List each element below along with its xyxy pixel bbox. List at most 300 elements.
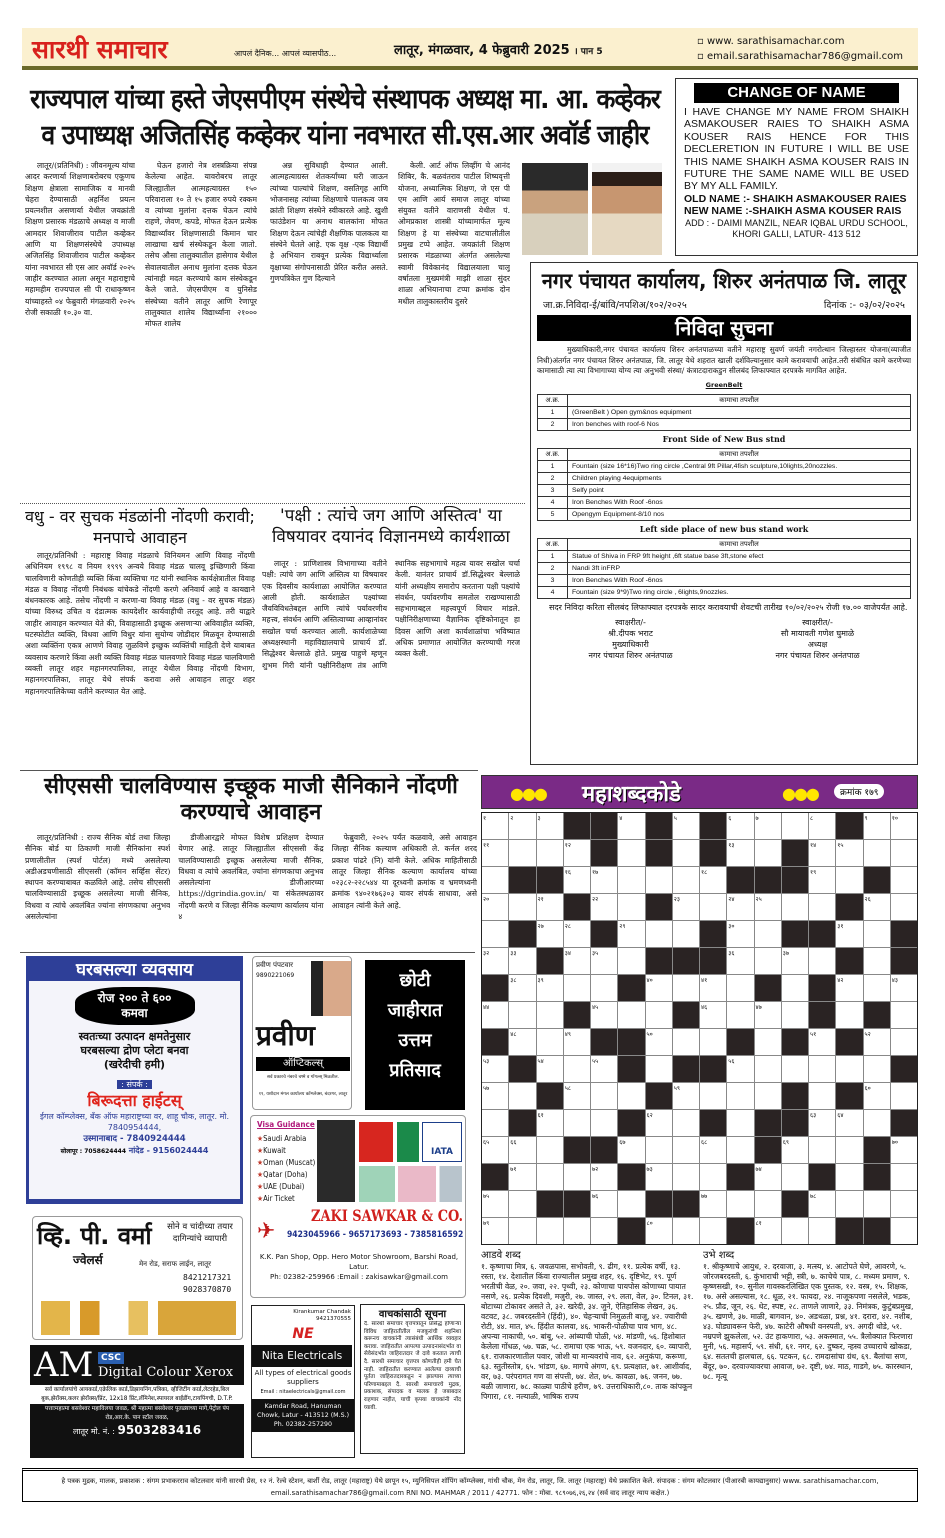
crossword-cell[interactable]: २९ [618, 921, 644, 947]
crossword-cell[interactable] [782, 1002, 808, 1028]
visa-country [257, 1181, 310, 1193]
crossword-cell[interactable] [782, 1164, 808, 1190]
crossword-cell[interactable]: ३९ [537, 975, 563, 1001]
table-header [538, 538, 911, 550]
crossword-cell[interactable] [564, 1056, 590, 1082]
notice-text: I HAVE CHANGE MY NAME FROM SHAIKH ASMAKOUSER RAIES TO SHAIKH ASMA KOUSER RAIS HENCE FOR THIS DECLERETION IN FUTURE I WILL BE USE THIS NAME SHAIKH ASMA KOUSER RAIS IN FUTURE THE SAME NAME WILL BE USED BY MY ALL FAMILY. [684, 106, 909, 193]
crossword-cell[interactable]: १३ [727, 840, 753, 866]
crossword-cell[interactable] [864, 1191, 890, 1217]
crossword-cell[interactable] [864, 1056, 890, 1082]
crossword-block [836, 1029, 862, 1055]
crossword-cell[interactable]: ६९ [782, 1137, 808, 1163]
crossword-block [618, 1056, 644, 1082]
crossword-cell[interactable]: ६३ [809, 1110, 835, 1136]
crossword-cell[interactable] [836, 1191, 862, 1217]
crossword-cell[interactable] [891, 1164, 917, 1190]
sig-name: श्री.दीपक भराट [608, 628, 653, 638]
globe-icon: ▫ [697, 36, 707, 47]
crossword-cell[interactable] [891, 840, 917, 866]
crossword-cell[interactable]: ४५ [591, 1002, 617, 1028]
crossword-cell[interactable]: ७७ [700, 1191, 726, 1217]
star-icon: ★ [257, 1146, 264, 1155]
crossword-cell[interactable] [809, 1137, 835, 1163]
crossword-cell[interactable] [727, 1002, 753, 1028]
table-row [538, 574, 911, 586]
divider [20, 503, 525, 504]
crossword-cell[interactable] [537, 1137, 563, 1163]
crossword-cell[interactable]: २३ [673, 894, 699, 920]
crossword-cell[interactable] [509, 840, 535, 866]
crossword-cell[interactable] [673, 1164, 699, 1190]
ad-praveen-opticals [252, 956, 352, 1110]
crossword-cell[interactable] [836, 1002, 862, 1028]
crossword-cell[interactable]: ७५ [482, 1191, 508, 1217]
ad-line: उत्तम [398, 1030, 432, 1051]
crossword-cell[interactable]: ६२ [646, 1110, 672, 1136]
new-name: NEW NAME :-SHAIKH ASMA KOUSER RAIS [684, 205, 902, 218]
crossword-cell[interactable] [809, 948, 835, 974]
crossword-cell[interactable]: ४० [646, 975, 672, 1001]
crossword-cell[interactable]: १ [482, 813, 508, 839]
crossword-cell[interactable]: २१ [537, 894, 563, 920]
ad-tagline: सोने व चांदीच्या तयार दागिन्यांचे व्यापारी [167, 1222, 233, 1244]
crossword-block [700, 948, 726, 974]
crossword-cell[interactable]: ५३ [482, 1056, 508, 1082]
crossword-cell[interactable] [864, 975, 890, 1001]
crossword-cell[interactable]: ८ [809, 813, 835, 839]
crossword-cell[interactable] [509, 1191, 535, 1217]
crossword-cell[interactable] [809, 1083, 835, 1109]
crossword-cell[interactable]: ४३ [891, 975, 917, 1001]
hajj-umrah-icon [359, 1122, 393, 1162]
crossword-cell[interactable]: ५७ [482, 1083, 508, 1109]
work-cell: Children playing 4equipments [568, 472, 911, 484]
crossword-cell[interactable] [836, 1137, 862, 1163]
crossword-cell[interactable] [755, 1029, 781, 1055]
ad-address: ईगल कॉम्प्लेक्स, बँक ऑफ महाराष्ट्रच्या वर, शाहू चौक, लातूर. मो. 7840954444, [40, 1112, 229, 1132]
sig-line: स्वाक्षरीत/- [615, 617, 646, 627]
crossword-cell[interactable] [509, 1083, 535, 1109]
crossword-cell[interactable] [864, 921, 890, 947]
work-cell: Nandi 3ft inFRP [568, 562, 911, 574]
crossword-block [673, 948, 699, 974]
notice-body: दै. सारथी समाचार वृत्तपत्रातून प्रसिद्ध होणाऱ्या विविध जाहिरातीतील मजकुरांची शहनिशा करूनच वाचकांनी त्यासंबंधी आर्थिक व्यवहार करावा. जाहिरातीत आपल्या उत्पादनासंदर्भात वा सेवेसंदर्भात जाहिरातदार जे दावे करतात त्याची दै. सारथी समाचार वृत्तपत्र कोणतीही हमी घेत नाही. जाहिरातीत करण्यात आलेल्या दाव्याची पूर्तता जाहिरातदारकडून न झाल्यास त्याच्या परिणामाबद्दल दै. सारथी समाचारचे मुद्रक, प्रकाशक, संपादक व मालक हे जबाबदार राहणार नाहीत, याची कृपया वाचकांनी नोंद घ्यावी. [364, 1321, 461, 1411]
sr-cell: 5 [538, 508, 568, 520]
crossword-cell[interactable]: ८० [646, 1218, 672, 1244]
header-sr: अ.क्र. [538, 538, 568, 550]
crossword-cell[interactable]: ७९ [482, 1218, 508, 1244]
sig-office: नगर पंचायत शिरुर अनंतपाळ [588, 650, 673, 660]
ad-visa-heading: Visa Guidance [257, 1120, 315, 1129]
story-headline: सीएससी चालविण्यास इच्छूक माजी सैनिकाने नोंदणी करण्याचे आवाहन [44, 774, 458, 825]
paragraph: अन्न सुविधाही देण्यात आली. आत्महत्याग्रस्त शेतकर्यांच्या घरी जाऊन त्यांच्या पाल्यांचे शिक्षण, वसतिगृह आणि भोजनासह त्यांच्या शिक्षणाचे पालकत्व जय क्रांती शिक्षण संस्थेने स्वीकारले आहे. खुशी फाउंडेशन या अनाथ बालकांना मोफत शिक्षण देऊन त्यांचेही शैक्षणिक पालकत्व या संस्थेने घेतले आहे. एक वृक्ष -एक विद्यार्थी हे अभियान राबवून प्रत्येक विद्यार्थ्याला वृक्षाच्या संगोपनासाठी प्रेरित करीत असते. गुणपत्रिकेत गुण दिल्याने [270, 161, 388, 283]
ad-phone: 9890221069 [256, 972, 295, 979]
crossword-block [755, 1137, 781, 1163]
ad-line: स्वतःच्या उत्पादन क्षमतेनुसार [78, 1030, 191, 1043]
crossword-cell[interactable]: ४ [618, 813, 644, 839]
crossword-block [836, 1083, 862, 1109]
sr-cell: 1 [538, 460, 568, 472]
crossword-cell[interactable]: ५२ [864, 1029, 890, 1055]
crossword-cell[interactable] [618, 840, 644, 866]
ad-email: Email : nitaelectricals@gmail.com [260, 1389, 346, 1395]
crossword-cell[interactable]: ५ [673, 813, 699, 839]
visa-country [257, 1133, 310, 1145]
crossword-cell[interactable]: ७ [755, 813, 781, 839]
model-photo [311, 961, 351, 1016]
crossword-cell[interactable] [673, 1218, 699, 1244]
email-link[interactable]: email.sarathisamachar786@gmail.com [706, 51, 904, 62]
iata-logo: IATA [422, 1122, 462, 1162]
crossword-cell[interactable]: ४२ [836, 975, 862, 1001]
crossword-cell[interactable]: २२ [591, 894, 617, 920]
crossword-cell[interactable]: ३३ [509, 948, 535, 974]
crossword-cell[interactable] [891, 1191, 917, 1217]
work-cell: (GreenBelt ) Open gym&nos equipment [568, 406, 911, 418]
crossword-cell[interactable]: २४ [727, 894, 753, 920]
crossword-cell[interactable] [727, 1137, 753, 1163]
change-of-name-notice [675, 78, 918, 256]
crossword-cell[interactable] [891, 1083, 917, 1109]
paragraph: डीजीआरद्वारे मोफत विशेष प्रशिक्षण देण्यात येणार आहे. लातूर जिल्ह्यातील सीएससी केंद्र चालविण्यासाठी इच्छूक असलेल्या माजी सैनिक, विधवा व त्यांचे अवलंबित, ज्यांना संगणकाचा अनुभव असलेल्यांना डीजीआरच्या https://dgrindia.gov.in/ या संकेतस्थळावर नोंदणी करणे व जिल्हा सैनिक कल्याण कार्यालय यांना ४ [178, 833, 324, 922]
sr-cell: 4 [538, 496, 568, 508]
crossword-block [755, 867, 781, 893]
crossword-cell[interactable] [646, 1056, 672, 1082]
crossword-cell[interactable] [618, 1191, 644, 1217]
crossword-block [891, 1110, 917, 1136]
crossword-cell[interactable]: ६ [727, 813, 753, 839]
ad-brand: ZAKI SAWKAR & CO. [311, 1206, 464, 1225]
crossword-block [646, 1083, 672, 1109]
crossword-cell[interactable] [864, 1110, 890, 1136]
ad-phone-label: लातूर मो. नं. : [72, 1427, 115, 1436]
crossword-cell[interactable] [618, 948, 644, 974]
crossword-cell[interactable] [618, 1002, 644, 1028]
crossword-cell[interactable]: ७६ [591, 1191, 617, 1217]
crossword-title: महाशब्दकोडे [582, 782, 681, 807]
crossword-cell[interactable]: ६८ [700, 1137, 726, 1163]
crossword-cell[interactable] [727, 1191, 753, 1217]
crossword-cell[interactable] [618, 894, 644, 920]
office-name: नगर पंचायत कार्यालय, शिरुर अनंतपाळ जि. लातूर [541, 269, 907, 293]
crossword-cell[interactable] [564, 1164, 590, 1190]
crossword-cell[interactable] [836, 1164, 862, 1190]
crossword-cell[interactable] [809, 1056, 835, 1082]
crossword-cell[interactable] [537, 1002, 563, 1028]
crossword-cell[interactable]: १२ [564, 840, 590, 866]
crossword-cell[interactable] [782, 1218, 808, 1244]
crossword-block [891, 1056, 917, 1082]
crossword-block [891, 948, 917, 974]
crossword-cell[interactable]: १७ [591, 867, 617, 893]
ad-home-business [26, 956, 243, 1204]
crossword-cell[interactable]: ५० [646, 1029, 672, 1055]
crossword-cell[interactable] [700, 1029, 726, 1055]
crossword-cell[interactable]: ४८ [509, 1029, 535, 1055]
star-icon: ★ [257, 1182, 264, 1191]
paragraph: फेब्रुवारी, २०२५ पर्यंत कळवावे, असे आवाहन जिल्हा सैनिक कल्याण अधिकारी ले. कर्नल शरद प्रकाश पांढरे (नि) यांनी केले. अधिक माहितीसाठी लातूर जिल्हा सैनिक कल्याण कार्यालय यांच्या ०२३८२-२२८५४४ या दूरध्वनी क्रमांक व भ्रमणध्वनी क्रमांक ९४०२१७६३०३ यावर संपर्क साधावा, असे आवाहन त्यांनी केले आहे. [331, 833, 477, 910]
ad-contact: Ph: 02382-259966 :Email : zakisawkar@gmail.com [270, 1273, 448, 1281]
table-row [538, 562, 911, 574]
crossword-block [509, 1056, 535, 1082]
crossword-cell[interactable] [755, 1083, 781, 1109]
crossword-cell[interactable] [482, 867, 508, 893]
work-cell: Opengym Equipment-8/10 nos [568, 508, 911, 520]
crossword-cell[interactable]: ३२ [482, 948, 508, 974]
ad-line: (खरेदीची हमी) [103, 1058, 166, 1071]
crossword-cell[interactable] [482, 921, 508, 947]
crossword-block [782, 1191, 808, 1217]
table-row [538, 484, 911, 496]
crossword-cell[interactable] [673, 840, 699, 866]
table-header [538, 448, 911, 460]
crossword-cell[interactable] [673, 867, 699, 893]
dots-icon: ●●● [782, 784, 818, 803]
crossword-cell[interactable]: २० [482, 894, 508, 920]
crossword-cell[interactable] [809, 1218, 835, 1244]
crossword-cell[interactable] [618, 867, 644, 893]
lead-headline: राज्यपाल यांच्या हस्ते जेएसपीएम संस्थेचे संस्थापक अध्यक्ष मा. आ. कव्हेकर व उपाध्यक्ष अजितसिंह कव्हेकर यांना नवभारत सी.एस.आर अवॉर्ड जाहीर [30, 84, 660, 151]
sig-role: अध्यक्ष [807, 639, 828, 649]
crossword-cell[interactable] [646, 1002, 672, 1028]
crossword-cell[interactable] [782, 1056, 808, 1082]
crossword-cell[interactable]: ४१ [700, 975, 726, 1001]
crossword-block [700, 1056, 726, 1082]
crossword-cell[interactable]: २६ [864, 894, 890, 920]
crossword-cell[interactable] [564, 975, 590, 1001]
crossword-cell[interactable] [673, 1029, 699, 1055]
crossword-block [618, 1164, 644, 1190]
country-name: UAE (Dubai) [263, 1182, 305, 1191]
crossword-cell[interactable] [836, 867, 862, 893]
ad-burst: रोज २०० ते ६०० कमवा [75, 987, 195, 1025]
header-work: कामाचा तपशील [568, 538, 911, 550]
crossword-cell[interactable] [618, 1083, 644, 1109]
crossword-cell[interactable] [700, 1164, 726, 1190]
works-table [537, 538, 911, 599]
crossword-cell[interactable]: ७२ [591, 1164, 617, 1190]
crossword-cell[interactable] [755, 1056, 781, 1082]
sig-name: सौ मायावती गणेश घुमाळे [780, 628, 855, 638]
ad-zaki-sawkar [250, 1115, 466, 1298]
website-link[interactable]: www. sarathisamachar.com [706, 36, 845, 47]
crossword-cell[interactable] [673, 1110, 699, 1136]
airplane-icon: ✈ [257, 1219, 276, 1244]
crossword-cell[interactable]: ७८ [809, 1191, 835, 1217]
crossword-cell[interactable] [537, 1029, 563, 1055]
crossword-cell[interactable] [727, 1110, 753, 1136]
crossword-cell[interactable] [591, 1218, 617, 1244]
crossword-cell[interactable] [537, 1218, 563, 1244]
crossword-cell[interactable]: ७० [891, 1137, 917, 1163]
star-icon: ★ [257, 1134, 264, 1143]
crossword-cell[interactable] [700, 1218, 726, 1244]
crossword-cell[interactable]: ३७ [782, 948, 808, 974]
crossword-cell[interactable]: ३८ [509, 975, 535, 1001]
crossword-cell[interactable]: ५५ [591, 1056, 617, 1082]
ad-phone: नांदेड - 9156024444 [128, 1146, 209, 1155]
crossword-cell[interactable] [537, 1164, 563, 1190]
crossword-cell[interactable] [591, 1083, 617, 1109]
crossword-block [836, 948, 862, 974]
ad-phone: 9503283416 [117, 1423, 202, 1437]
crossword-cell[interactable]: २७ [537, 921, 563, 947]
crossword-cell[interactable]: ९ [864, 813, 890, 839]
crossword-cell[interactable]: २ [509, 813, 535, 839]
crossword-cell[interactable]: १९ [809, 867, 835, 893]
dots-icon: ●●● [510, 784, 546, 803]
crossword-cell[interactable] [755, 921, 781, 947]
lead-column-4 [398, 160, 510, 500]
lead-column-1 [25, 160, 135, 500]
crossword-cell[interactable] [700, 894, 726, 920]
crossword-block [646, 894, 672, 920]
crossword-cell[interactable]: ११ [482, 840, 508, 866]
crossword-cell[interactable]: ३६ [727, 948, 753, 974]
crossword-cell[interactable]: १० [891, 813, 917, 839]
paragraph: लातूर : प्राणिशास्त्र विभागाच्या वतीने पक्षी: त्यांचे जग आणि अस्तित्व या विषयावर एक दिवसीय कार्यशाळा आयोजित करण्यात आली होती. कार्यशाळेत पक्ष्यांच्या जैवविविधतेबद्दल आणि त्यांचे पर्यावरणीय महत्त्व, संवर्धन आणि अस्तित्वाच्या आव्हानांवर सखोल चर्चा करण्यात आली. कार्यशाळेच्या अध्यक्षस्थानी महाविद्यालयाचे प्राचार्य डॉ. सिद्धेश्वर बेल्लाळे होते. प्रमुख पाहुणे म्हणून शुभम गिरी यांनी पक्षीनिरीक्षण तंत्र आणि स्थानिक सहभागाचे महत्व यावर सखोल चर्चा केली. यानंतर प्राचार्य डॉ.सिद्धेश्वर बेल्लाळे यांनी अध्यक्षीय समारोप करताना पक्षी पक्ष्यांचे संवर्धन, पर्यावरणीय समतोल राखण्यासाठी सहभागाबद्दल महत्त्वपूर्ण विचार मांडले. पक्षीनिरीक्षणाच्या वैज्ञानिक दृष्टिकोनातून हा दिवस आणि अशा कार्यशाळांचा भविष्यात अधिक प्रमाणात आयोजित करण्याची गरज व्यक्त केली. [262, 559, 520, 670]
crossword-block [564, 1002, 590, 1028]
crossword-cell[interactable] [509, 1002, 535, 1028]
crossword-cell[interactable] [755, 948, 781, 974]
ad-sub: ज्वेलर्स [73, 1253, 103, 1267]
crossword-cell[interactable]: २८ [564, 921, 590, 947]
crossword-cell[interactable] [727, 1083, 753, 1109]
crossword-cell[interactable]: ४९ [564, 1029, 590, 1055]
crossword-cell[interactable]: ६७ [618, 1137, 644, 1163]
ad-brand: AM [34, 1345, 94, 1385]
crossword-cell[interactable]: ४६ [700, 1002, 726, 1028]
crossword-cell[interactable]: १५ [836, 840, 862, 866]
crossword-cell[interactable] [646, 867, 672, 893]
crossword-block [891, 921, 917, 947]
crossword-cell[interactable]: ५९ [673, 1083, 699, 1109]
crossword-cell[interactable]: ७३ [646, 1164, 672, 1190]
ad-owner: Kirankumar Chandak [293, 1309, 351, 1315]
crossword-cell[interactable] [591, 975, 617, 1001]
crossword-cell[interactable] [646, 1137, 672, 1163]
visa-country [257, 1145, 310, 1157]
clues-heading: आडवे शब्द [481, 1250, 521, 1261]
crossword-cell[interactable]: ३१ [836, 921, 862, 947]
crossword-cell[interactable]: ४४ [482, 1002, 508, 1028]
crossword-cell[interactable]: ४७ [755, 1002, 781, 1028]
crossword-block [700, 813, 726, 839]
work-cell: Iron Benches With Roof -6nos [568, 496, 911, 508]
crossword-cell[interactable] [891, 867, 917, 893]
story-birds-workshop [262, 506, 520, 766]
crossword-cell[interactable]: ६४ [836, 1110, 862, 1136]
crossword-cell[interactable]: ६६ [509, 1137, 535, 1163]
ad-address: Kamdar Road, Hanuman Chowk, Latur - 413512 (M.S.) Ph. 02382-257290 [252, 1399, 354, 1432]
crossword-cell[interactable] [755, 1191, 781, 1217]
crossword-block [836, 894, 862, 920]
crossword-block [673, 1002, 699, 1028]
crossword-cell[interactable]: ५१ [809, 1029, 835, 1055]
crossword-cell[interactable]: ३ [537, 813, 563, 839]
crossword-cell[interactable]: ६५ [482, 1137, 508, 1163]
crossword-cell[interactable] [727, 975, 753, 1001]
crossword-cell[interactable]: १६ [564, 867, 590, 893]
crossword-cell[interactable] [782, 975, 808, 1001]
crossword-block [700, 1110, 726, 1136]
ad-line: छोटी [399, 970, 431, 991]
crossword-cell[interactable] [891, 1002, 917, 1028]
header-sr: अ.क्र. [538, 448, 568, 460]
crossword-cell[interactable] [809, 894, 835, 920]
crossword-cell[interactable] [564, 1110, 590, 1136]
crossword-cell[interactable] [782, 894, 808, 920]
sr-cell: 1 [538, 550, 568, 562]
crossword-cell[interactable]: ३४ [564, 948, 590, 974]
across-clues [481, 1250, 696, 1402]
crossword-cell[interactable]: ६१ [537, 1110, 563, 1136]
crossword-cell[interactable] [509, 1218, 535, 1244]
work-cell: Iron Benches With Roof -6nos [568, 574, 911, 586]
crossword-cell[interactable] [564, 1218, 590, 1244]
crossword-cell[interactable]: ७४ [755, 1164, 781, 1190]
crossword-cell[interactable]: ८१ [755, 1218, 781, 1244]
visa-country [257, 1157, 316, 1169]
crossword-cell[interactable] [700, 1083, 726, 1109]
date-text: लातूर, मंगळवार, 4 फेब्रुवारी 2025 [394, 43, 570, 58]
crossword-cell[interactable]: १८ [700, 867, 726, 893]
crossword-block [809, 1002, 835, 1028]
crossword-cell[interactable] [673, 921, 699, 947]
crossword-cell[interactable] [891, 1218, 917, 1244]
table-row [538, 496, 911, 508]
ad-nita-electricals [251, 1305, 355, 1458]
crossword-block [782, 867, 808, 893]
crossword-cell[interactable] [673, 1137, 699, 1163]
nita-logo: NE [292, 1326, 314, 1342]
crossword-cell[interactable] [782, 813, 808, 839]
crossword-cell[interactable] [673, 975, 699, 1001]
crossword-block [782, 921, 808, 947]
crossword-cell[interactable]: ५८ [564, 1083, 590, 1109]
crossword-cell[interactable]: ५४ [537, 1056, 563, 1082]
crossword-cell[interactable]: ३५ [591, 948, 617, 974]
sr-cell: 3 [538, 574, 568, 586]
crossword-cell[interactable] [537, 840, 563, 866]
crossword-cell[interactable]: ७१ [509, 1164, 535, 1190]
crossword-cell[interactable]: ३० [727, 921, 753, 947]
photo-founder [522, 163, 588, 255]
crossword-cell[interactable] [755, 840, 781, 866]
crossword-cell[interactable] [864, 948, 890, 974]
crossword-cell[interactable]: १४ [809, 840, 835, 866]
crossword-cell[interactable] [591, 1110, 617, 1136]
crossword-cell[interactable] [864, 840, 890, 866]
crossword-cell[interactable] [482, 1110, 508, 1136]
table-row [538, 508, 911, 520]
down-clues [703, 1250, 918, 1382]
crossword-cell[interactable] [646, 921, 672, 947]
crossword-cell[interactable]: २५ [755, 894, 781, 920]
crossword-cell[interactable] [891, 1029, 917, 1055]
table-row [538, 550, 911, 562]
crossword-cell[interactable] [836, 1056, 862, 1082]
crossword-cell[interactable]: ६० [864, 1083, 890, 1109]
crossword-cell[interactable]: ५६ [727, 1056, 753, 1082]
ad-sub: ऑप्टिकल्स् [256, 1057, 350, 1071]
crossword-cell[interactable] [509, 894, 535, 920]
ad-line: प्रतिसाद [389, 1060, 441, 1081]
crossword-block [755, 1110, 781, 1136]
crossword-block [564, 813, 590, 839]
story-csc-ex-servicemen [25, 774, 477, 948]
crossword-cell[interactable] [891, 894, 917, 920]
